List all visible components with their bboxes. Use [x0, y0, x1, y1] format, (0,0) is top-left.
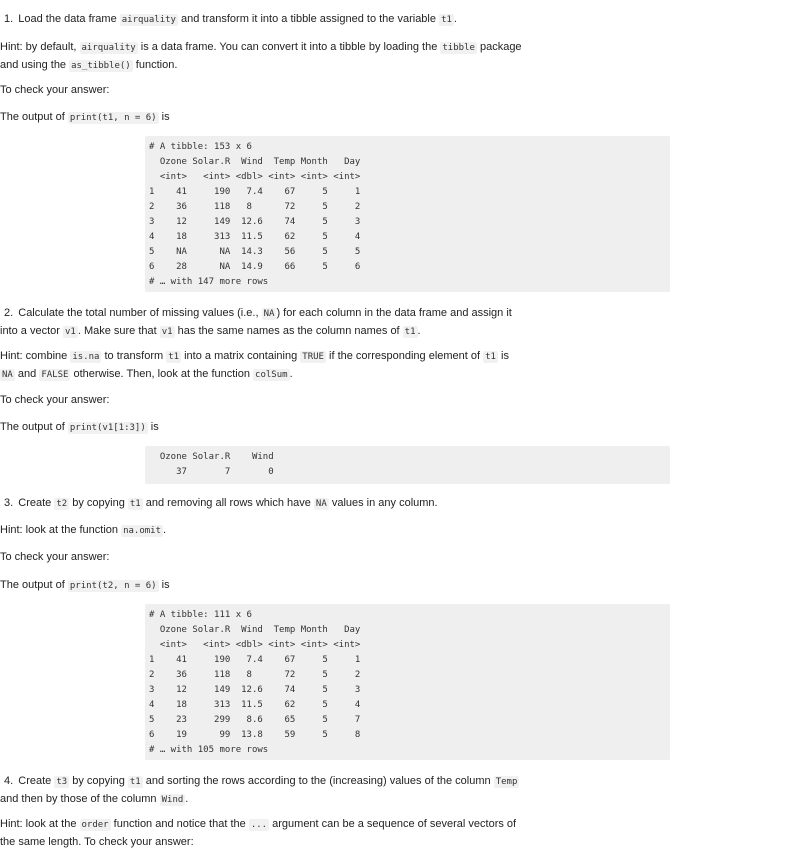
- code-output-line: 6 19 99 13.8 59 5 8: [149, 730, 361, 740]
- inline-code: airquality: [121, 15, 176, 25]
- inline-code: is.na: [72, 352, 100, 362]
- inline-code: print(t2, n = 6): [69, 581, 157, 591]
- code-output-block: [145, 136, 670, 292]
- code-output-line: 1 41 190 7.4 67 5 1: [149, 187, 361, 197]
- inline-code: print(v1[1:3]): [69, 423, 146, 433]
- inline-code: colSum: [255, 370, 288, 380]
- output-label: The output of print(t1, n = 6) is: [0, 111, 170, 123]
- output-label: The output of print(v1[1:3]) is: [0, 421, 159, 433]
- inline-code: tibble: [442, 43, 475, 53]
- inline-code: t2: [56, 499, 68, 509]
- inline-code: v1: [161, 327, 173, 337]
- output-label: The output of print(t2, n = 6) is: [0, 579, 170, 591]
- inline-code: FALSE: [41, 370, 69, 380]
- question-4-hint: Hint: look at the order function and notice that the ... argument can be a sequence of several vectors of the same length. To check your answer:: [0, 818, 517, 848]
- code-output-line: <int> <int> <dbl> <int> <int> <int>: [149, 640, 361, 650]
- inline-code: v1: [64, 327, 76, 337]
- code-output-line: # A tibble: 111 x 6: [149, 610, 252, 620]
- inline-code: order: [81, 820, 109, 830]
- code-output-line: 3 12 149 12.6 74 5 3: [149, 217, 361, 227]
- code-output-line: 3 12 149 12.6 74 5 3: [149, 685, 361, 695]
- code-output-line: Ozone Solar.R Wind Temp Month Day: [149, 157, 361, 167]
- code-output-block: [145, 446, 670, 484]
- inline-code: t1: [129, 777, 141, 787]
- code-output-line: Ozone Solar.R Wind: [149, 452, 274, 462]
- code-output-line: 2 36 118 8 72 5 2: [149, 670, 361, 680]
- inline-code: t3: [56, 777, 68, 787]
- code-output-line: 1 41 190 7.4 67 5 1: [149, 655, 361, 665]
- inline-code: NA: [315, 499, 327, 509]
- inline-code: Wind: [161, 795, 184, 805]
- check-answer-label: To check your answer:: [0, 551, 110, 563]
- inline-code: airquality: [81, 43, 136, 53]
- code-output-line: 37 7 0: [149, 467, 274, 477]
- inline-code: NA: [263, 309, 275, 319]
- inline-code: t1: [485, 352, 496, 362]
- code-output-line: 5 NA NA 14.3 56 5 5: [149, 247, 361, 257]
- inline-code: Temp: [495, 777, 518, 787]
- code-output-block: [145, 604, 670, 760]
- code-output-line: <int> <int> <dbl> <int> <int> <int>: [149, 172, 361, 182]
- question-number: 2.: [4, 307, 14, 319]
- inline-code: t1: [168, 352, 180, 362]
- question-1-hint: Hint: by default, airquality is a data frame. You can convert it into a tibble by loading the tibble package and using the as_tibble() function.: [0, 41, 522, 71]
- code-output-line: # … with 105 more rows: [149, 745, 269, 755]
- code-output-line: 2 36 118 8 72 5 2: [149, 202, 361, 212]
- code-output-line: 4 18 313 11.5 62 5 4: [149, 700, 361, 710]
- inline-code: ...: [250, 820, 268, 830]
- inline-code: NA: [2, 370, 13, 380]
- question-1-text: 1. Load the data frame airquality and transform it into a tibble assigned to the variable t1 .: [0, 11, 525, 29]
- code-output-line: # A tibble: 153 x 6: [149, 142, 252, 152]
- question-2-hint: Hint: combine is.na to transform t1 into a matrix containing TRUE if the corresponding element of t1 is NA and FALSE otherwise. Then, look at the function colSum .: [0, 350, 509, 380]
- check-answer-label: To check your answer:: [0, 394, 110, 406]
- inline-code: print(t1, n = 6): [69, 113, 157, 123]
- inline-code: as_tibble(): [71, 61, 131, 71]
- inline-code: na.omit: [123, 526, 162, 536]
- inline-code: TRUE: [302, 352, 324, 362]
- question-3-hint: Hint: look at the function na.omit .: [0, 524, 167, 536]
- question-number: 4.: [4, 775, 14, 787]
- inline-code: t1: [404, 327, 416, 337]
- code-output-line: 6 28 NA 14.9 66 5 6: [149, 262, 361, 272]
- check-answer-label: To check your answer:: [0, 84, 110, 96]
- question-number: 1.: [4, 13, 14, 25]
- code-output-line: Ozone Solar.R Wind Temp Month Day: [149, 625, 361, 635]
- question-3-text: 3. Create t2 by copying t1 and removing all rows which have NA values in any column.: [0, 495, 525, 513]
- inline-code: t1: [441, 15, 452, 25]
- code-output-line: # … with 147 more rows: [149, 277, 269, 287]
- question-number: 3.: [4, 497, 14, 509]
- inline-code: t1: [129, 499, 141, 509]
- question-2-text: 2. Calculate the total number of missing values (i.e., NA ) for each column in the data frame and assign it into a vector v1 . Make sure that v1 has the same names as the column names of t1 .: [0, 307, 512, 337]
- code-output-line: 5 23 299 8.6 65 5 7: [149, 715, 361, 725]
- code-output-line: 4 18 313 11.5 62 5 4: [149, 232, 361, 242]
- question-4-text: 4. Create t3 by copying t1 and sorting the rows according to the (increasing) values of the column Temp and then by those of the column Wind .: [0, 775, 518, 805]
